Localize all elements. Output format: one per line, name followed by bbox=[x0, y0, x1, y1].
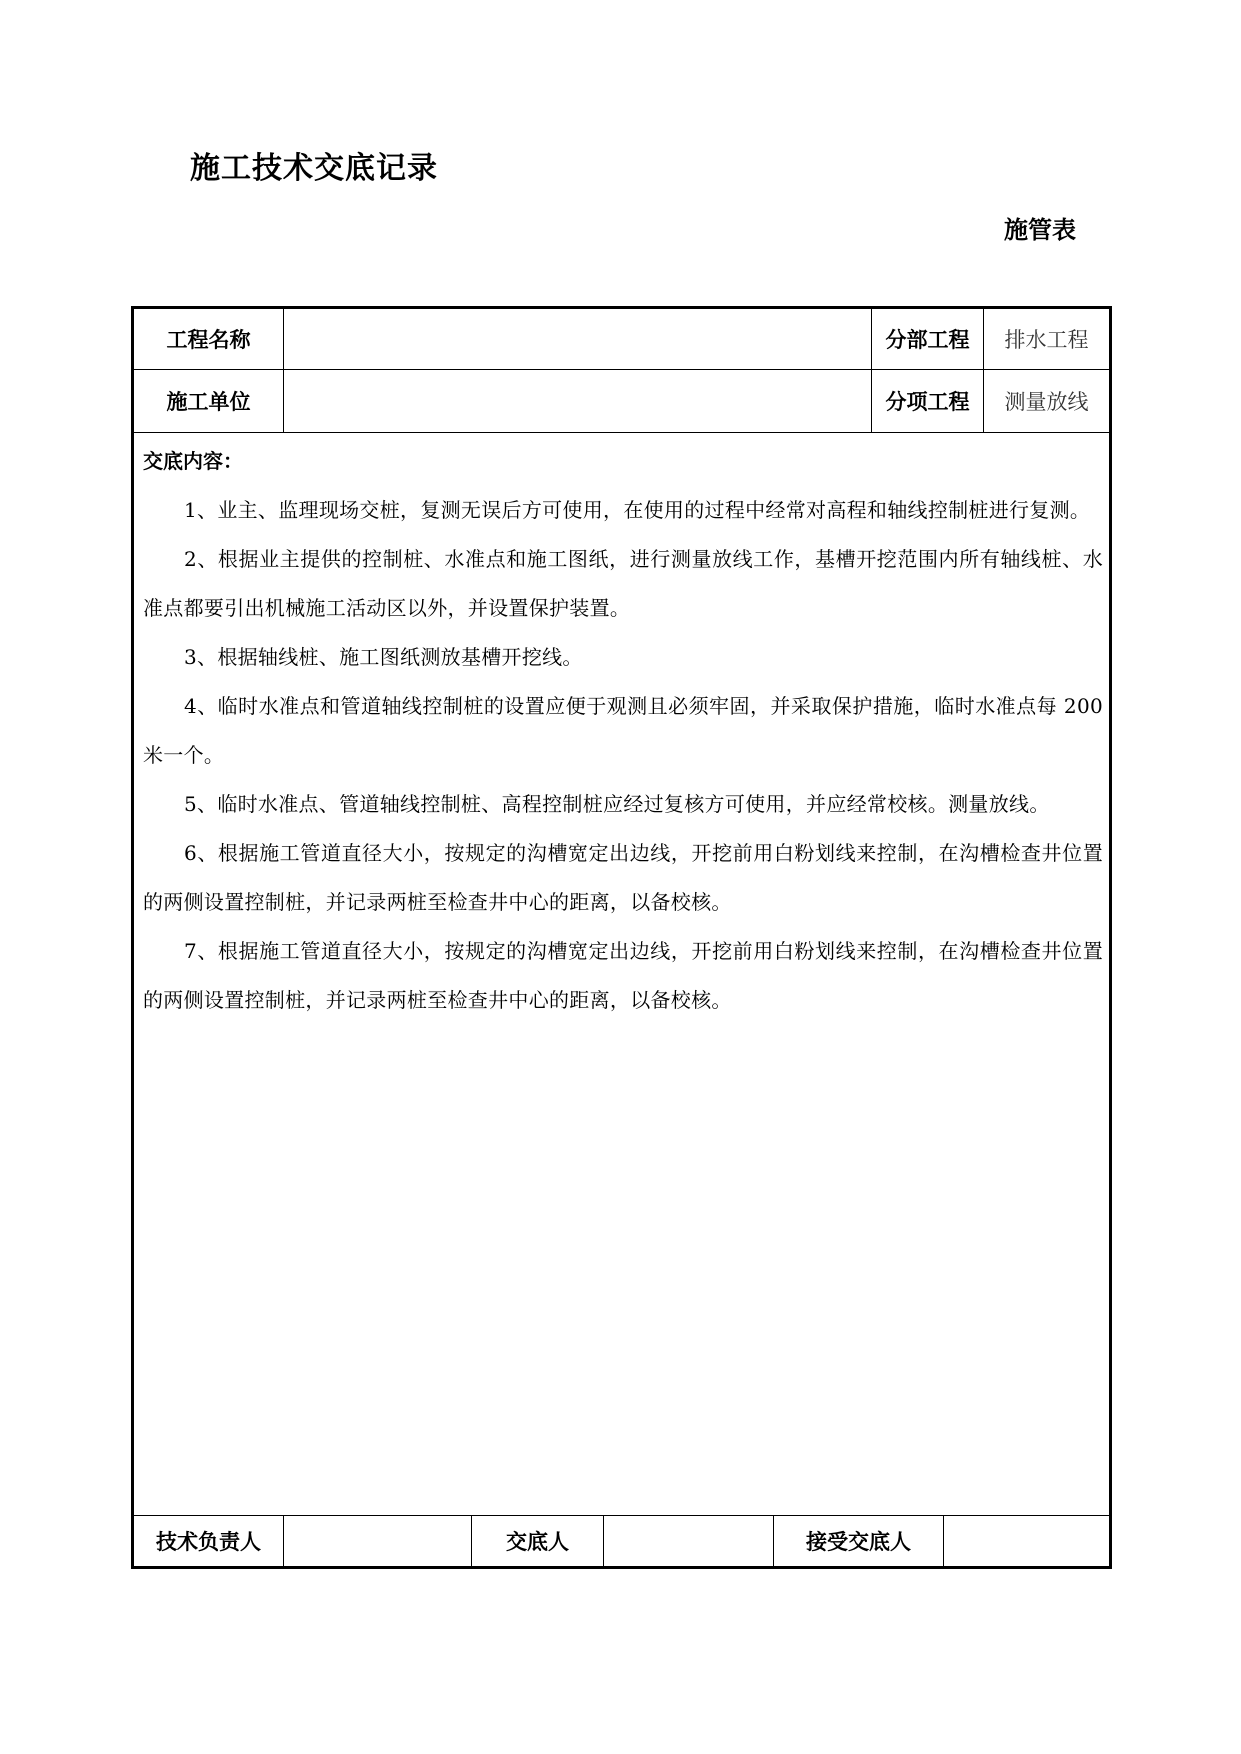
subitem-label: 分项工程 bbox=[885, 390, 970, 414]
content-item: 5、临时水准点、管道轴线控制桩、高程控制桩应经过复核方可使用，并应经常校核。测量放线。 bbox=[184, 792, 1050, 816]
receiver-label: 接受交底人 bbox=[806, 1530, 911, 1554]
tech-lead-label: 技术负责人 bbox=[156, 1530, 261, 1554]
content-item: 6、根据施工管道直径大小，按规定的沟槽宽定出边线，开挖前用白粉划线来控制，在沟槽检查井位置的两侧设置控制桩，并记录两桩至检查井中心的距离，以备校核。 bbox=[143, 841, 1103, 914]
form-code: 施管表 bbox=[1004, 216, 1076, 244]
contractor-label: 施工单位 bbox=[166, 390, 251, 414]
project-name-label: 工程名称 bbox=[166, 328, 251, 352]
division-label: 分部工程 bbox=[885, 328, 970, 352]
subitem-value[interactable]: 测量放线 bbox=[1004, 390, 1089, 414]
content-item: 4、临时水准点和管道轴线控制桩的设置应便于观测且必须牢固，并采取保护措施，临时水准点每 200 米一个。 bbox=[143, 694, 1103, 767]
discloser-label: 交底人 bbox=[506, 1530, 569, 1554]
contractor-value[interactable] bbox=[284, 370, 871, 432]
disclosure-content bbox=[143, 446, 1103, 1025]
receiver-value[interactable] bbox=[944, 1516, 1109, 1566]
division-value[interactable]: 排水工程 bbox=[1004, 328, 1089, 352]
project-name-value[interactable] bbox=[284, 309, 871, 369]
content-item: 7、根据施工管道直径大小，按规定的沟槽宽定出边线，开挖前用白粉划线来控制，在沟槽检查井位置的两侧设置控制桩，并记录两桩至检查井中心的距离，以备校核。 bbox=[143, 939, 1103, 1012]
content-heading: 交底内容： bbox=[143, 449, 243, 473]
row-divider-2 bbox=[131, 432, 1112, 433]
content-item: 3、根据轴线桩、施工图纸测放基槽开挖线。 bbox=[184, 645, 583, 669]
content-item: 1、业主、监理现场交桩，复测无误后方可使用，在使用的过程中经常对高程和轴线控制桩进行复测。 bbox=[184, 498, 1091, 522]
document-title: 施工技术交底记录 bbox=[190, 151, 438, 186]
content-item: 2、根据业主提供的控制桩、水准点和施工图纸，进行测量放线工作，基槽开挖范围内所有轴线桩、水准点都要引出机械施工活动区以外，并设置保护装置。 bbox=[143, 547, 1103, 620]
discloser-value[interactable] bbox=[604, 1516, 773, 1566]
tech-lead-value[interactable] bbox=[284, 1516, 471, 1566]
